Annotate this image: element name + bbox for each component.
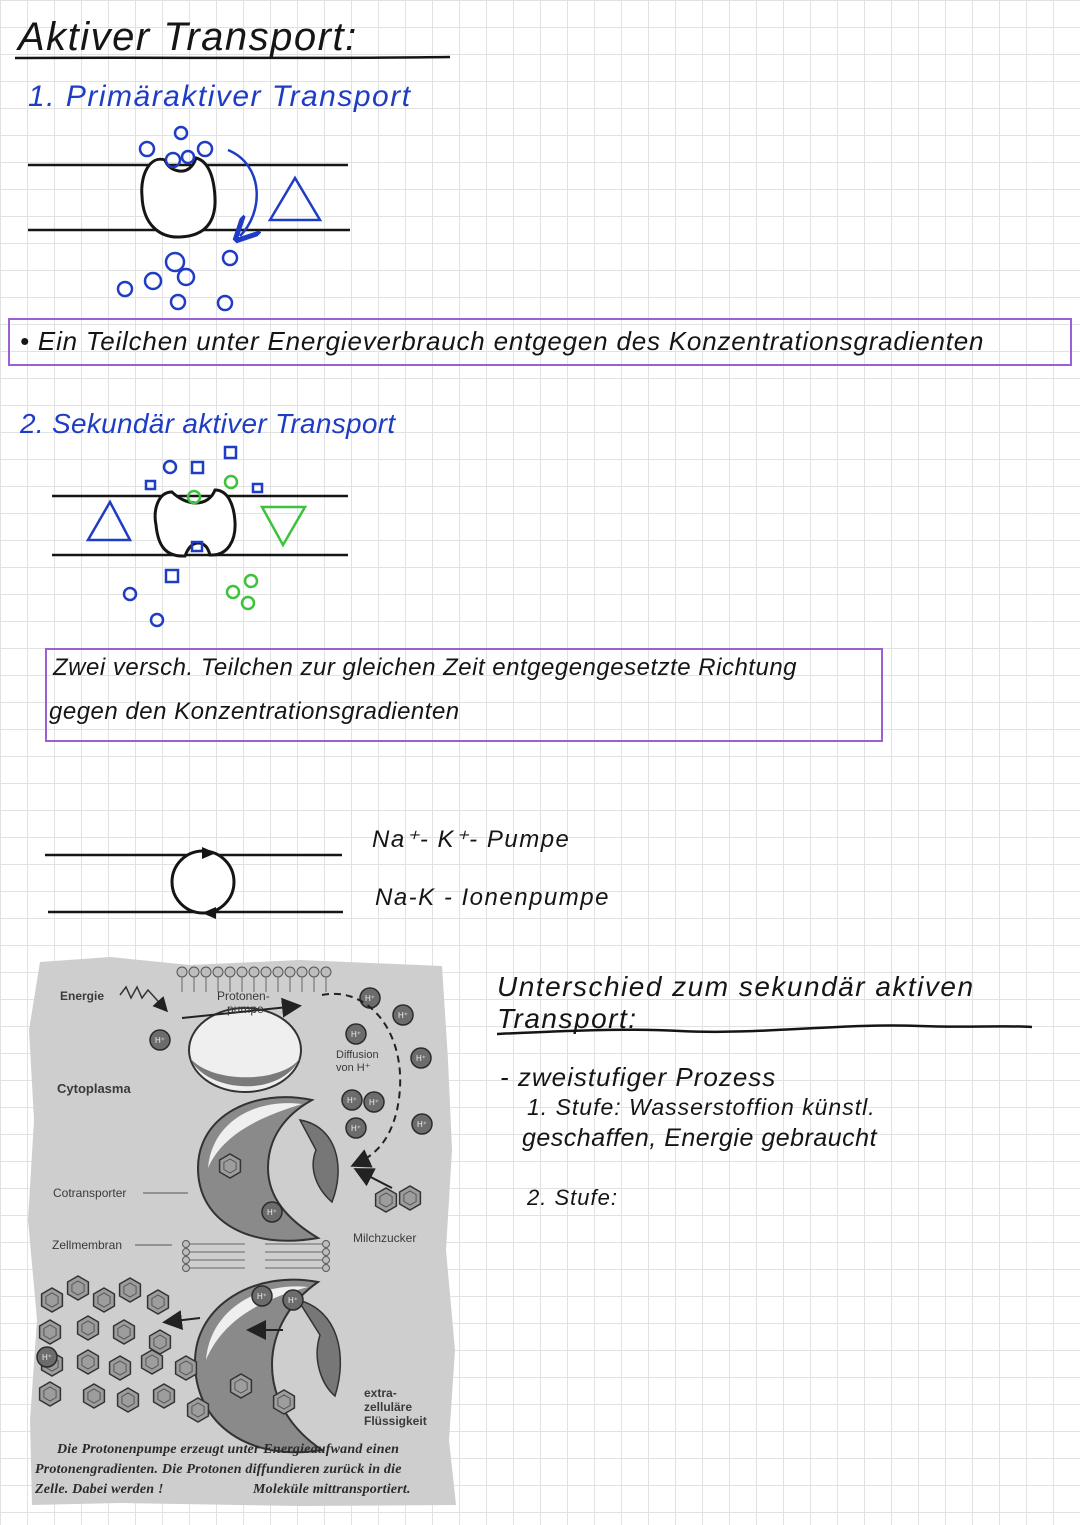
lactose-hexagon bbox=[68, 1276, 89, 1300]
lipid-head bbox=[225, 967, 235, 977]
energy-triangle bbox=[270, 178, 320, 220]
cotransport-protein bbox=[155, 490, 235, 556]
lactose-hexagon bbox=[400, 1186, 421, 1210]
figure-caption-line2: Protonengradienten. Die Protonen diffundieren zurück in die bbox=[35, 1462, 402, 1477]
particle-circle-green bbox=[242, 597, 254, 609]
figure-membrane-label: Zellmembran bbox=[52, 1238, 123, 1252]
h-ion-label: H⁺ bbox=[398, 1011, 408, 1020]
lipid-head bbox=[183, 1265, 190, 1272]
lactose-hexagon bbox=[110, 1356, 131, 1380]
lactose-hexagon bbox=[176, 1356, 197, 1380]
lipid-head bbox=[213, 967, 223, 977]
lactose-hexagon bbox=[231, 1374, 252, 1398]
particle-square bbox=[225, 447, 236, 458]
lactose-hexagon bbox=[84, 1384, 105, 1408]
energy-triangle bbox=[88, 502, 130, 540]
particle-circle bbox=[164, 461, 176, 473]
particle-circle bbox=[175, 127, 187, 139]
figure-caption-line1: Die Protonenpumpe erzeugt unter Energieaufwand einen bbox=[57, 1442, 400, 1457]
lipid-head bbox=[321, 967, 331, 977]
lipid-head bbox=[323, 1241, 330, 1248]
pump-name-2: Na-K - Ionenpumpe bbox=[375, 884, 610, 911]
h-ion-label: H⁺ bbox=[351, 1030, 361, 1039]
lactose-hexagon bbox=[376, 1188, 397, 1212]
lactose-hexagon bbox=[142, 1350, 163, 1374]
particle-circle bbox=[145, 273, 161, 289]
lipid-head bbox=[273, 967, 283, 977]
particle-circle-green bbox=[225, 476, 237, 488]
h-ion-label: H⁺ bbox=[42, 1353, 52, 1362]
figure-pump-label-line2: pumpe bbox=[227, 1002, 264, 1016]
h-ion-label: H⁺ bbox=[351, 1124, 361, 1133]
lactose-hexagon bbox=[148, 1290, 169, 1314]
lipid-head bbox=[177, 967, 187, 977]
notes-step2: 2. Stufe: bbox=[527, 1185, 618, 1210]
figure-extracellular-line2: zelluläre bbox=[364, 1400, 413, 1414]
particle-square bbox=[146, 481, 155, 489]
lipid-head bbox=[183, 1257, 190, 1264]
h-ion-label: H⁺ bbox=[417, 1120, 427, 1129]
lactose-hexagon bbox=[42, 1288, 63, 1312]
lactose-hexagon bbox=[40, 1320, 61, 1344]
definition-box-primary bbox=[8, 318, 1072, 366]
particle-circle bbox=[223, 251, 237, 265]
definition-secondary-line1: Zwei versch. Teilchen zur gleichen Zeit entgegengesetzte Richtung bbox=[53, 654, 798, 681]
lipid-head bbox=[323, 1249, 330, 1256]
lipid-head bbox=[261, 967, 271, 977]
lipid-head bbox=[323, 1257, 330, 1264]
figure-caption-line3a: Zelle. Dabei werden ! bbox=[35, 1482, 164, 1497]
lactose-hexagon bbox=[118, 1388, 139, 1412]
lactose-hexagon bbox=[154, 1384, 175, 1408]
figure-extracellular-line1: extra- bbox=[364, 1386, 397, 1400]
h-ion-label: H⁺ bbox=[369, 1098, 379, 1107]
section1-heading: 1. Primäraktiver Transport bbox=[28, 80, 412, 113]
secondary-transport-diagram bbox=[52, 447, 348, 626]
lactose-hexagon bbox=[274, 1390, 295, 1414]
notes-heading-line2: Transport: bbox=[497, 1003, 638, 1034]
h-ion-label: H⁺ bbox=[365, 994, 375, 1003]
lipid-head bbox=[323, 1265, 330, 1272]
particle-circle bbox=[171, 295, 185, 309]
h-ion-label: H⁺ bbox=[288, 1296, 298, 1305]
particle-circle bbox=[218, 296, 232, 310]
lipid-head bbox=[297, 967, 307, 977]
carrier-protein bbox=[142, 158, 215, 237]
particle-circle bbox=[182, 151, 194, 163]
lipid-head bbox=[249, 967, 259, 977]
particle-square bbox=[253, 484, 262, 492]
lactose-hexagon bbox=[94, 1288, 115, 1312]
figure-lactose-label: Milchzucker bbox=[353, 1231, 417, 1245]
pump-name-1: Na⁺- K⁺- Pumpe bbox=[372, 826, 571, 853]
figure-extracellular-line3: Flüssigkeit bbox=[364, 1414, 427, 1428]
particle-circle bbox=[178, 269, 194, 285]
particle-circle-green bbox=[227, 586, 239, 598]
particle-circle-green bbox=[245, 575, 257, 587]
notes-item: - zweistufiger Prozess bbox=[500, 1062, 777, 1092]
transport-arrow bbox=[228, 150, 257, 236]
h-ion-label: H⁺ bbox=[257, 1292, 267, 1301]
h-ion-label: H⁺ bbox=[155, 1036, 165, 1045]
particle-circle bbox=[198, 142, 212, 156]
lactose-hexagon bbox=[114, 1320, 135, 1344]
section2-heading: 2. Sekundär aktiver Transport bbox=[20, 408, 396, 439]
figure-pump-label-line1: Protonen- bbox=[217, 989, 270, 1003]
particle-square bbox=[192, 462, 203, 473]
primary-transport-diagram bbox=[28, 127, 350, 310]
figure-energy-label: Energie bbox=[60, 989, 105, 1003]
lactose-hexagon bbox=[78, 1316, 99, 1340]
lactose-hexagon bbox=[220, 1154, 241, 1178]
pump-circle bbox=[172, 851, 234, 913]
lipid-head bbox=[189, 967, 199, 977]
lactose-hexagon bbox=[78, 1350, 99, 1374]
particle-circle bbox=[118, 282, 132, 296]
figure-caption-line3b: Moleküle mittransportiert. bbox=[253, 1482, 411, 1497]
definition-box-secondary bbox=[45, 648, 883, 742]
figure-diffusion-label-line1: Diffusion bbox=[336, 1049, 379, 1061]
lipid-head bbox=[183, 1241, 190, 1248]
lipid-head bbox=[309, 967, 319, 977]
figure-cytoplasm-label: Cytoplasma bbox=[57, 1081, 131, 1096]
lactose-hexagon bbox=[40, 1382, 61, 1406]
particle-circle bbox=[124, 588, 136, 600]
sodium-potassium-pump-diagram bbox=[45, 847, 343, 919]
figure-cotransporter-label: Cotransporter bbox=[53, 1186, 127, 1200]
particle-circle bbox=[166, 253, 184, 271]
particle-circle bbox=[140, 142, 154, 156]
definition-primary-text: • Ein Teilchen unter Energieverbrauch entgegen des Konzentrationsgradienten bbox=[20, 326, 985, 356]
particle-square bbox=[166, 570, 178, 582]
lactose-hexagon bbox=[188, 1398, 209, 1422]
h-ion-label: H⁺ bbox=[347, 1096, 357, 1105]
gradient-triangle bbox=[262, 507, 305, 545]
h-ion-label: H⁺ bbox=[267, 1208, 277, 1217]
particle-circle bbox=[151, 614, 163, 626]
lipid-head bbox=[201, 967, 211, 977]
lipid-head bbox=[183, 1249, 190, 1256]
lipid-head bbox=[285, 967, 295, 977]
definition-secondary-line2: gegen den Konzentrationsgradienten bbox=[49, 698, 460, 725]
page-title: Aktiver Transport: bbox=[18, 15, 358, 59]
lipid-head bbox=[237, 967, 247, 977]
notes-heading-line1: Unterschied zum sekundär aktiven bbox=[497, 971, 975, 1002]
figure-diffusion-label-line2: von H⁺ bbox=[336, 1062, 371, 1074]
lactose-hexagon bbox=[120, 1278, 141, 1302]
h-ion-label: H⁺ bbox=[416, 1054, 426, 1063]
notes-step1-line2: geschaffen, Energie gebraucht bbox=[522, 1124, 878, 1152]
notes-step1-line1: 1. Stufe: Wasserstoffion künstl. bbox=[527, 1094, 876, 1120]
